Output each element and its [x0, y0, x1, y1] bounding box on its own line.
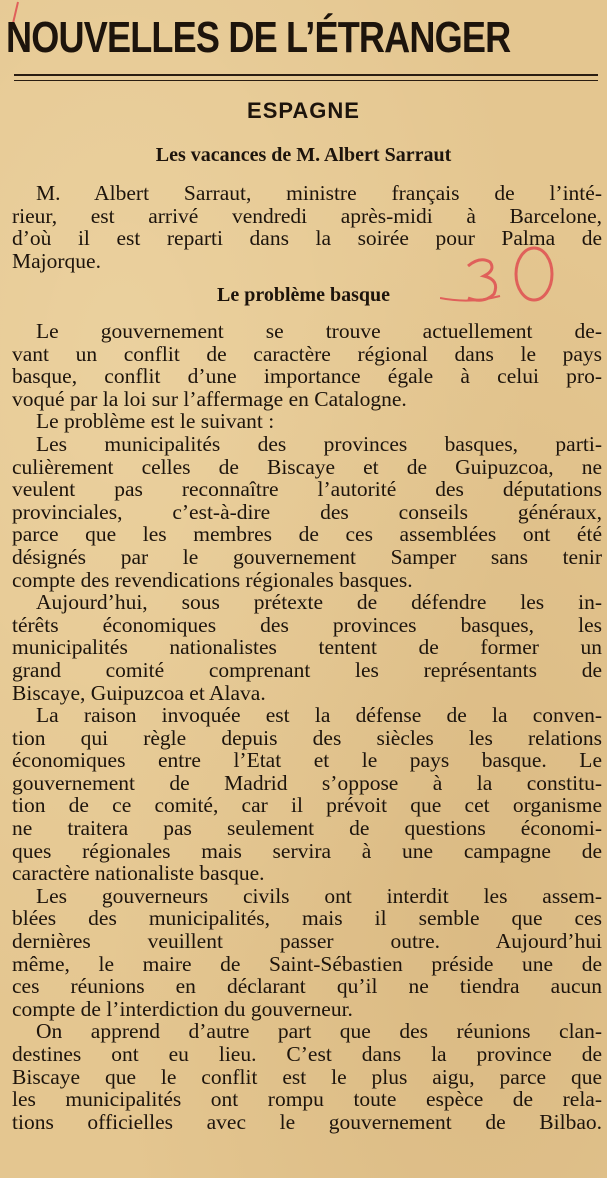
article-line: Biscaye que le conflit est le plus aigu, parce que: [12, 1064, 602, 1089]
article-line: d’où il est reparti dans la soirée pour Palma de: [12, 226, 602, 251]
handwritten-annotation: [440, 238, 580, 308]
article-line: Aujourd’hui, sous prétexte de défendre les in-: [36, 590, 602, 615]
article-line: voqué par la loi sur l’affermage en Catalogne.: [12, 386, 407, 411]
article-line: veulent pas reconnaître l’autorité des députations: [12, 477, 602, 502]
article-line: compte des revendications régionales basques.: [12, 567, 413, 592]
masthead-rule-thin: [14, 80, 598, 81]
article-line: les municipalités ont rompu toute espèce de rela-: [12, 1087, 602, 1112]
headline-basque: Le problème basque: [217, 284, 390, 306]
article-line: culièrement celles de Biscaye et de Guipuzcoa, ne: [12, 454, 602, 479]
article-line: compte de l’interdiction du gouverneur.: [12, 996, 353, 1021]
article-line: M. Albert Sarraut, ministre français de l’inté-: [36, 181, 602, 205]
article-line: vant un conflit de caractère régional dans le pays: [12, 341, 602, 366]
article-line: Le problème est le suivant :: [36, 409, 275, 434]
article-line: Majorque.: [12, 248, 101, 273]
article-line: Biscaye, Guipuzcoa et Alava.: [12, 680, 266, 705]
article-line: caractère nationaliste basque.: [12, 861, 265, 886]
article-line: économiques entre l’Etat et le pays basque. Le: [12, 748, 602, 773]
article-line: On apprend d’autre part que des réunions clan-: [36, 1019, 602, 1044]
article-line: parce que les membres de ces assemblées ont été: [12, 522, 602, 547]
article-line: tions officielles avec le gouvernement de Bilbao.: [12, 1109, 602, 1134]
masthead-rule: [14, 74, 598, 76]
article-line: grand comité comprenant les représentants de: [12, 657, 602, 682]
headline-sarraut: Les vacances de M. Albert Sarraut: [155, 144, 452, 166]
article-line: municipalités nationalistes tentent de former un: [12, 635, 602, 660]
article-line: Le gouvernement se trouve actuellement de-: [36, 319, 602, 343]
article-line: ces réunions en déclarant qu’il ne tiendra aucun: [12, 974, 602, 999]
article-line: térêts économiques des provinces basques, les: [12, 612, 602, 637]
article-line: tion qui règle depuis des siècles les relations: [12, 725, 602, 750]
article-line: gouvernement de Madrid s’oppose à la constitu-: [12, 770, 602, 795]
article-line: blées des municipalités, mais il semble que ces: [12, 906, 602, 931]
section-title: ESPAGNE: [247, 98, 360, 123]
article-line: même, le maire de Saint-Sébastien préside une de: [12, 951, 602, 976]
article-line: La raison invoquée est la défense de la conven-: [36, 703, 602, 728]
article-line: ne traitera pas seulement de questions économi-: [12, 816, 602, 841]
article-line: désignés par le gouvernement Samper sans tenir: [12, 544, 602, 569]
article-line: Les municipalités des provinces basques, parti-: [36, 431, 602, 456]
article-line: provinciales, c’est-à-dire des conseils généraux,: [12, 499, 602, 524]
article-basque: [12, 320, 602, 1133]
article-line: basque, conflit d’une importance égale à celui pro-: [12, 364, 602, 389]
masthead: NOUVELLES DE L’ÉTRANGER: [6, 13, 511, 62]
article-line: rieur, est arrivé vendredi après-midi à Barcelone,: [12, 203, 602, 228]
article-line: tion de ce comité, car il prévoit que cet organisme: [12, 793, 602, 818]
article-line: destines ont eu lieu. C’est dans la province de: [12, 1042, 602, 1066]
article-line: ques régionales mais servira à une campagne de: [12, 838, 602, 863]
article-line: Les gouverneurs civils ont interdit les assem-: [36, 883, 602, 908]
article-line: dernières veuillent passer outre. Aujourd’hui: [12, 929, 602, 954]
